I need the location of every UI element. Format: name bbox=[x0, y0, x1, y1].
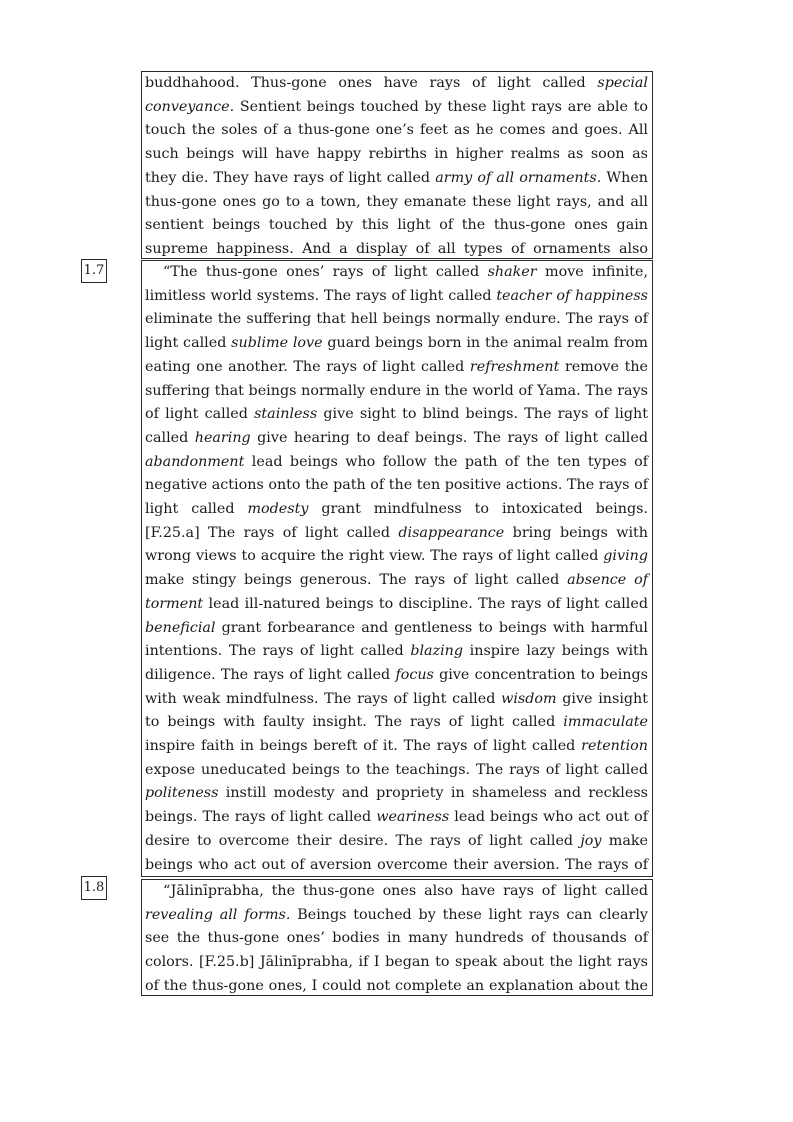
italic-term: immaculate bbox=[563, 714, 648, 731]
italic-term: wisdom bbox=[501, 690, 557, 707]
italic-term: shaker bbox=[487, 264, 537, 280]
text-run: guard beings born in the animal realm from eating one another. The rays of light called bbox=[145, 335, 648, 375]
text-run: inspire lazy beings with diligence. The rays of light called bbox=[145, 643, 649, 683]
text-run: When thus-gone ones go to a town, they emanate these light rays, and all sentient beings touched by this light of the thus-gone ones gain supreme happiness. And a display of all types of ornaments also bbox=[145, 169, 648, 257]
italic-term: politeness bbox=[145, 785, 219, 802]
text-run: instill modesty and propriety in shameless and reckless beings. The rays of light called bbox=[145, 785, 648, 826]
text-run: move infinite, limitless world systems. The rays of light called bbox=[145, 264, 648, 304]
text-run: grant forbearance and gentleness to beings with harmful intentions. The rays of light called bbox=[145, 619, 648, 660]
italic-term: refreshment bbox=[469, 358, 560, 375]
text-run: grant mindfulness to intoxicated beings. [F.25.a] The rays of light called bbox=[145, 501, 648, 541]
italic-term: weariness bbox=[376, 809, 450, 826]
text-run: lead beings who act out of desire to overcome their desire. The rays of light called bbox=[145, 809, 648, 849]
italic-term: blazing bbox=[410, 643, 464, 660]
italic-term: sublime love bbox=[231, 335, 323, 352]
paragraph-number-1-7: 1.7 bbox=[81, 259, 107, 283]
italic-term: disappearance bbox=[398, 524, 505, 541]
text-run: remove the suffering that beings normally endure in the world of Yama. The rays of light called bbox=[145, 358, 648, 423]
italic-term: focus bbox=[395, 666, 434, 683]
italic-term: special conveyance. bbox=[145, 75, 648, 115]
text-run: bring beings with wrong views to acquire the right view. The rays of light called bbox=[145, 524, 648, 565]
text-run: give insight to beings with faulty insight. The rays of light called bbox=[145, 690, 648, 731]
italic-term: abandonment bbox=[145, 453, 245, 470]
text-run: “The thus-gone ones’ rays of light called bbox=[163, 264, 488, 280]
italic-term: modesty bbox=[247, 501, 309, 518]
text-run: Beings touched by these light rays can clearly see the thus-gone ones’ bodies in many hundreds of thousands of colors. [F.25.b] Jālinīprabha, if I began to speak about the light rays of the thus-gone ones, I could not complete an explanation about the bbox=[145, 906, 648, 994]
italic-term: absence of torment bbox=[145, 572, 648, 612]
italic-term: beneficial bbox=[145, 619, 216, 636]
paragraph-1-7-block bbox=[141, 260, 653, 877]
paragraph-1-8-text bbox=[145, 880, 648, 996]
italic-term: retention bbox=[581, 738, 648, 755]
italic-term: stainless bbox=[254, 406, 318, 423]
text-run: Sentient beings touched by these light rays are able to touch the soles of a thus-gone one’s feet as he comes and goes. All such beings will have happy rebirths in higher realms as soon as they die. They have rays of light called bbox=[145, 98, 648, 186]
italic-term: teacher of happiness bbox=[496, 287, 648, 304]
continuation-text-block bbox=[141, 71, 653, 259]
text-run: expose uneducated beings to the teachings. The rays of light called bbox=[145, 761, 648, 778]
text-run: make stingy beings generous. The rays of light called bbox=[145, 572, 568, 589]
continuation-paragraph bbox=[145, 72, 648, 259]
text-run: lead ill-natured beings to discipline. The rays of light called bbox=[203, 595, 648, 612]
paragraph-1-8-block bbox=[141, 879, 653, 996]
paragraph-number-1-8: 1.8 bbox=[81, 876, 107, 900]
text-run: buddhahood. Thus-gone ones have rays of light called bbox=[145, 75, 598, 91]
text-run: lead beings who follow the path of the ten types of negative actions onto the path of the ten positive actions. The rays of light called bbox=[145, 453, 648, 518]
text-run: “Jālinīprabha, the thus-gone ones also have rays of light called bbox=[163, 883, 648, 899]
italic-term: revealing all forms. bbox=[145, 906, 291, 923]
text-run: eliminate the suffering that hell beings normally endure. The rays of light called bbox=[145, 311, 648, 352]
italic-term: hearing bbox=[194, 429, 251, 446]
text-run: make beings who act out of aversion overcome their aversion. The rays of bbox=[145, 832, 649, 873]
text-run: give hearing to deaf beings. The rays of light called bbox=[250, 429, 648, 446]
italic-term: joy bbox=[580, 832, 602, 849]
text-run: give concentration to beings with weak mindfulness. The rays of light called bbox=[145, 666, 648, 707]
italic-term: giving bbox=[603, 548, 648, 565]
text-run: give sight to blind beings. The rays of light called bbox=[145, 406, 648, 446]
text-run: inspire faith in beings bereft of it. The rays of light called bbox=[145, 738, 582, 755]
paragraph-1-7-text bbox=[145, 261, 648, 877]
italic-term: army of all ornaments. bbox=[435, 169, 602, 186]
